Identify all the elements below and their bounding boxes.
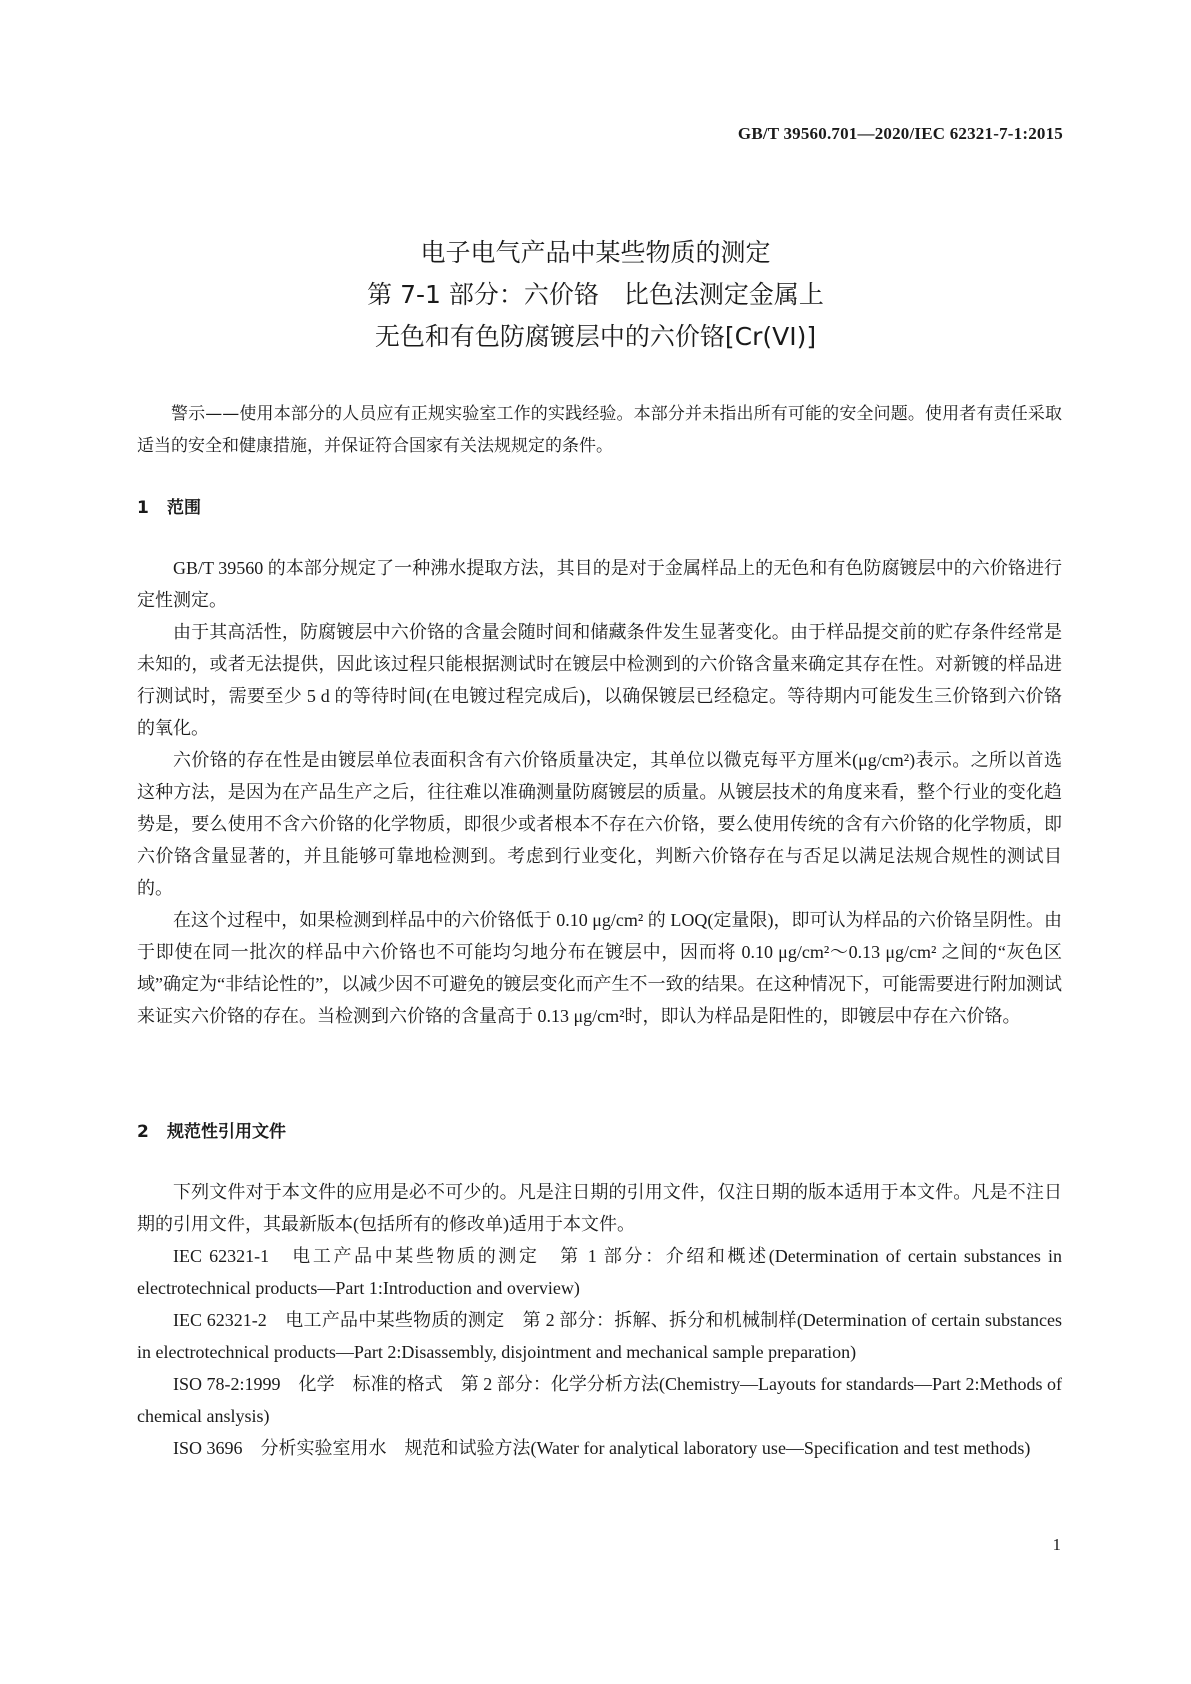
section-1: [137, 492, 1062, 1032]
reference-item: ISO 3696 分析实验室用水 规范和试验方法(Water for analytical laboratory use—Specification and test methods): [173, 1438, 1031, 1458]
paragraph: 在这个过程中，如果检测到样品中的六价铬低于 0.10 μg/cm² 的 LOQ(定量限)，即可认为样品的六价铬呈阴性。由于即使在同一批次的样品中六价铬也不可能均匀地分布在镀层中，因而将 0.10 μg/cm²～0.13 μg/cm² 之间的“灰色区域”确定为“非结论性的”，以减少因不可避免的镀层变化而产生不一致的结果。在这种情况下，可能需要进行附加测试来证实六价铬的存在。当检测到六价铬的含量高于 0.13 μg/cm²时，即认为样品是阳性的，即镀层中存在六价铬。: [137, 910, 1062, 1026]
reference-item: ISO 78-2:1999 化学 标准的格式 第 2 部分：化学分析方法(Chemistry—Layouts for standards—Part 2:Methods of chemical anslysis): [137, 1374, 1062, 1426]
title-line-1: 电子电气产品中某些物质的测定: [420, 238, 771, 267]
reference-item: IEC 62321-2 电工产品中某些物质的测定 第 2 部分：拆解、拆分和机械制样(Determination of certain substances in electrotechnical products—Part 2:Disassembly, disjointment and mechanical sample preparation): [137, 1310, 1062, 1362]
standard-header: GB/T 39560.701—2020/IEC 62321-7-1:2015: [737, 124, 1063, 143]
paragraph: 六价铬的存在性是由镀层单位表面积含有六价铬质量决定，其单位以微克每平方厘米(μg/cm²)表示。之所以首选这种方法，是因为在产品生产之后，往往难以准确测量防腐镀层的质量。从镀层技术的角度来看，整个行业的变化趋势是，要么使用不含六价铬的化学物质，即很少或者根本不存在六价铬，要么使用传统的含有六价铬的化学物质，即六价铬含量显著的，并且能够可靠地检测到。考虑到行业变化，判断六价铬存在与否足以满足法规合规性的测试目的。: [137, 750, 1062, 898]
paragraph: 由于其高活性，防腐镀层中六价铬的含量会随时间和储藏条件发生显著变化。由于样品提交前的贮存条件经常是未知的，或者无法提供，因此该过程只能根据测试时在镀层中检测到的六价铬含量来确定其存在性。对新镀的样品进行测试时，需要至少 5 d 的等待时间(在电镀过程完成后)，以确保镀层已经稳定。等待期内可能发生三价铬到六价铬的氧化。: [137, 622, 1062, 738]
paragraph: 下列文件对于本文件的应用是必不可少的。凡是注日期的引用文件，仅注日期的版本适用于本文件。凡是不注日期的引用文件，其最新版本(包括所有的修改单)适用于本文件。: [137, 1182, 1062, 1234]
section-2: [137, 1116, 1062, 1464]
reference-item: IEC 62321-1 电工产品中某些物质的测定 第 1 部分：介绍和概述(Determination of certain substances in electrotechnical products—Part 1:Introduction and overview): [137, 1246, 1062, 1298]
title-line-3: 无色和有色防腐镀层中的六价铬[Cr(VI)]: [374, 322, 817, 351]
section-2-heading: 2 规范性引用文件: [137, 1122, 286, 1142]
warning-notice: 警示——使用本部分的人员应有正规实验室工作的实践经验。本部分并未指出所有可能的安全问题。使用者有责任采取适当的安全和健康措施，并保证符合国家有关法规规定的条件。: [137, 404, 1062, 456]
paragraph: GB/T 39560 的本部分规定了一种沸水提取方法，其目的是对于金属样品上的无色和有色防腐镀层中的六价铬进行定性测定。: [137, 558, 1062, 610]
page-number: 1: [1052, 1535, 1061, 1554]
title-line-2: 第 7-1 部分：六价铬 比色法测定金属上: [367, 280, 824, 309]
section-1-heading: 1 范围: [137, 498, 201, 518]
document-title: [0, 232, 1191, 358]
